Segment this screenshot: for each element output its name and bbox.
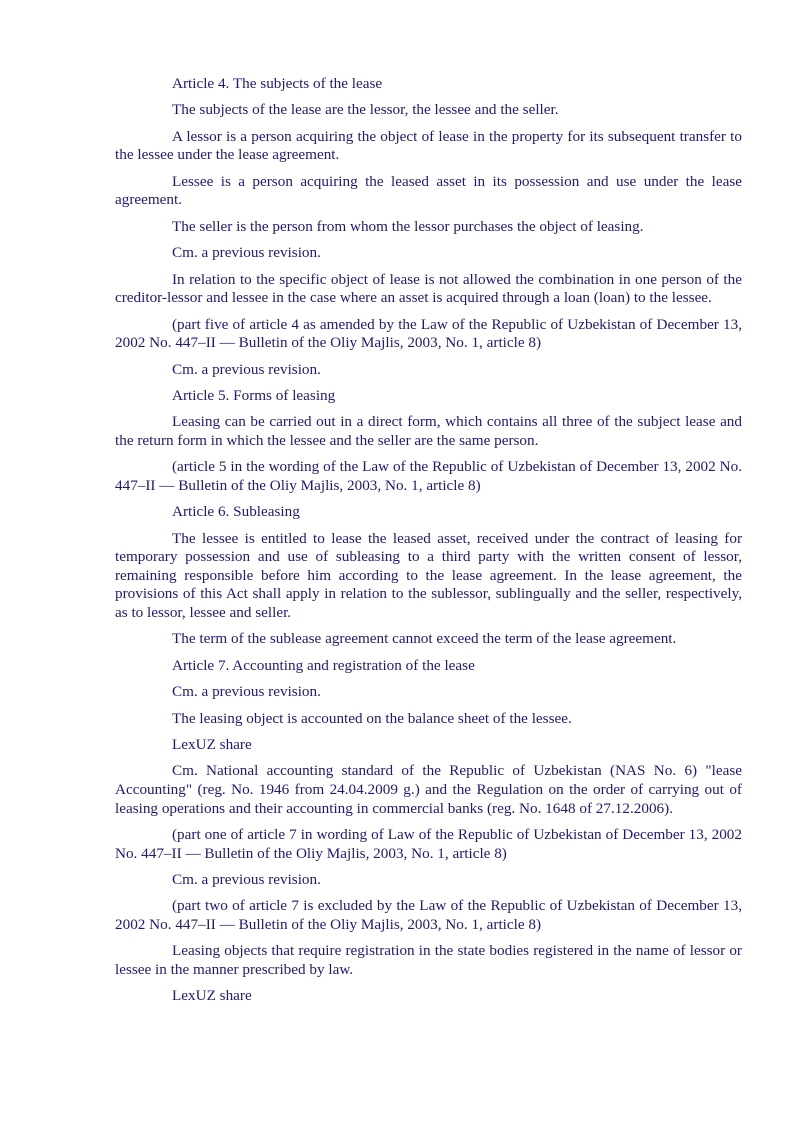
reference-note: Cm. National accounting standard of the Republic of Uzbekistan (NAS No. 6) "lease Accounting" (reg. No. 1946 from 24.04.2009 g.) and the Regulation on the order of carrying out of leasing operations and their accounting in commercial banks (reg. No. 1648 of 27.12.2006).: [115, 762, 742, 817]
paragraph: The lessee is entitled to lease the leased asset, received under the contract of leasing for temporary possession and use of subleasing to a third party with the written consent of lessor, remaining responsible before him according to the lease agreement. In the lease agreement, the provisions of this Act shall apply in relation to the sublessor, sublingually and the seller, respectively, as to lessor, lessee and seller.: [115, 529, 742, 622]
amendment-note: (part two of article 7 is excluded by the Law of the Republic of Uzbekistan of December 13, 2002 No. 447–II — Bulletin of the Oliy Majlis, 2003, No. 1, article 8): [115, 897, 742, 933]
amendment-note: (part five of article 4 as amended by the Law of the Republic of Uzbekistan of December 13, 2002 No. 447–II — Bulletin of the Oliy Majlis, 2003, No. 1, article 8): [115, 315, 742, 352]
article-4-heading: Article 4. The subjects of the lease: [172, 75, 383, 92]
amendment-note: (article 5 in the wording of the Law of the Republic of Uzbekistan of December 13, 2002 No. 447–II — Bulletin of the Oliy Majlis, 2003, No. 1, article 8): [115, 458, 742, 494]
paragraph: The seller is the person from whom the lessor purchases the object of leasing.: [172, 217, 644, 235]
article-7-heading: Article 7. Accounting and registration of the lease: [172, 656, 475, 674]
previous-revision-note: Cm. a previous revision.: [172, 870, 321, 888]
lexuz-share-note: LexUZ share: [172, 987, 252, 1005]
paragraph: In relation to the specific object of lease is not allowed the combination in one person of the creditor-lessor and lessee in the case where an asset is acquired through a loan (loan) to the lessee.: [115, 270, 742, 307]
paragraph: Leasing objects that require registration in the state bodies registered in the name of lessor or lessee in the manner prescribed by law.: [115, 942, 742, 978]
paragraph: Leasing can be carried out in a direct form, which contains all three of the subject lease and the return form in which the lessee and the seller are the same person.: [115, 413, 742, 449]
article-6-heading: Article 6. Subleasing: [172, 503, 300, 521]
paragraph: Lessee is a person acquiring the leased asset in its possession and use under the lease agreement.: [115, 172, 742, 209]
paragraph: The term of the sublease agreement cannot exceed the term of the lease agreement.: [172, 630, 677, 648]
paragraph: The subjects of the lease are the lessor, the lessee and the seller.: [172, 101, 559, 119]
paragraph: A lessor is a person acquiring the object of lease in the property for its subsequent transfer to the lessee under the lease agreement.: [115, 127, 742, 164]
previous-revision-note: Cm. a previous revision.: [172, 360, 321, 378]
previous-revision-note: Cm. a previous revision.: [172, 683, 321, 701]
lexuz-share-note: LexUZ share: [172, 735, 252, 753]
paragraph: The leasing object is accounted on the balance sheet of the lessee.: [172, 709, 572, 727]
previous-revision-note: Cm. a previous revision.: [172, 244, 321, 262]
document-body: [115, 75, 742, 1014]
article-5-heading: Article 5. Forms of leasing: [172, 386, 336, 404]
amendment-note: (part one of article 7 in wording of Law of the Republic of Uzbekistan of December 13, 2002 No. 447–II — Bulletin of the Oliy Majlis, 2003, No. 1, article 8): [115, 825, 742, 862]
